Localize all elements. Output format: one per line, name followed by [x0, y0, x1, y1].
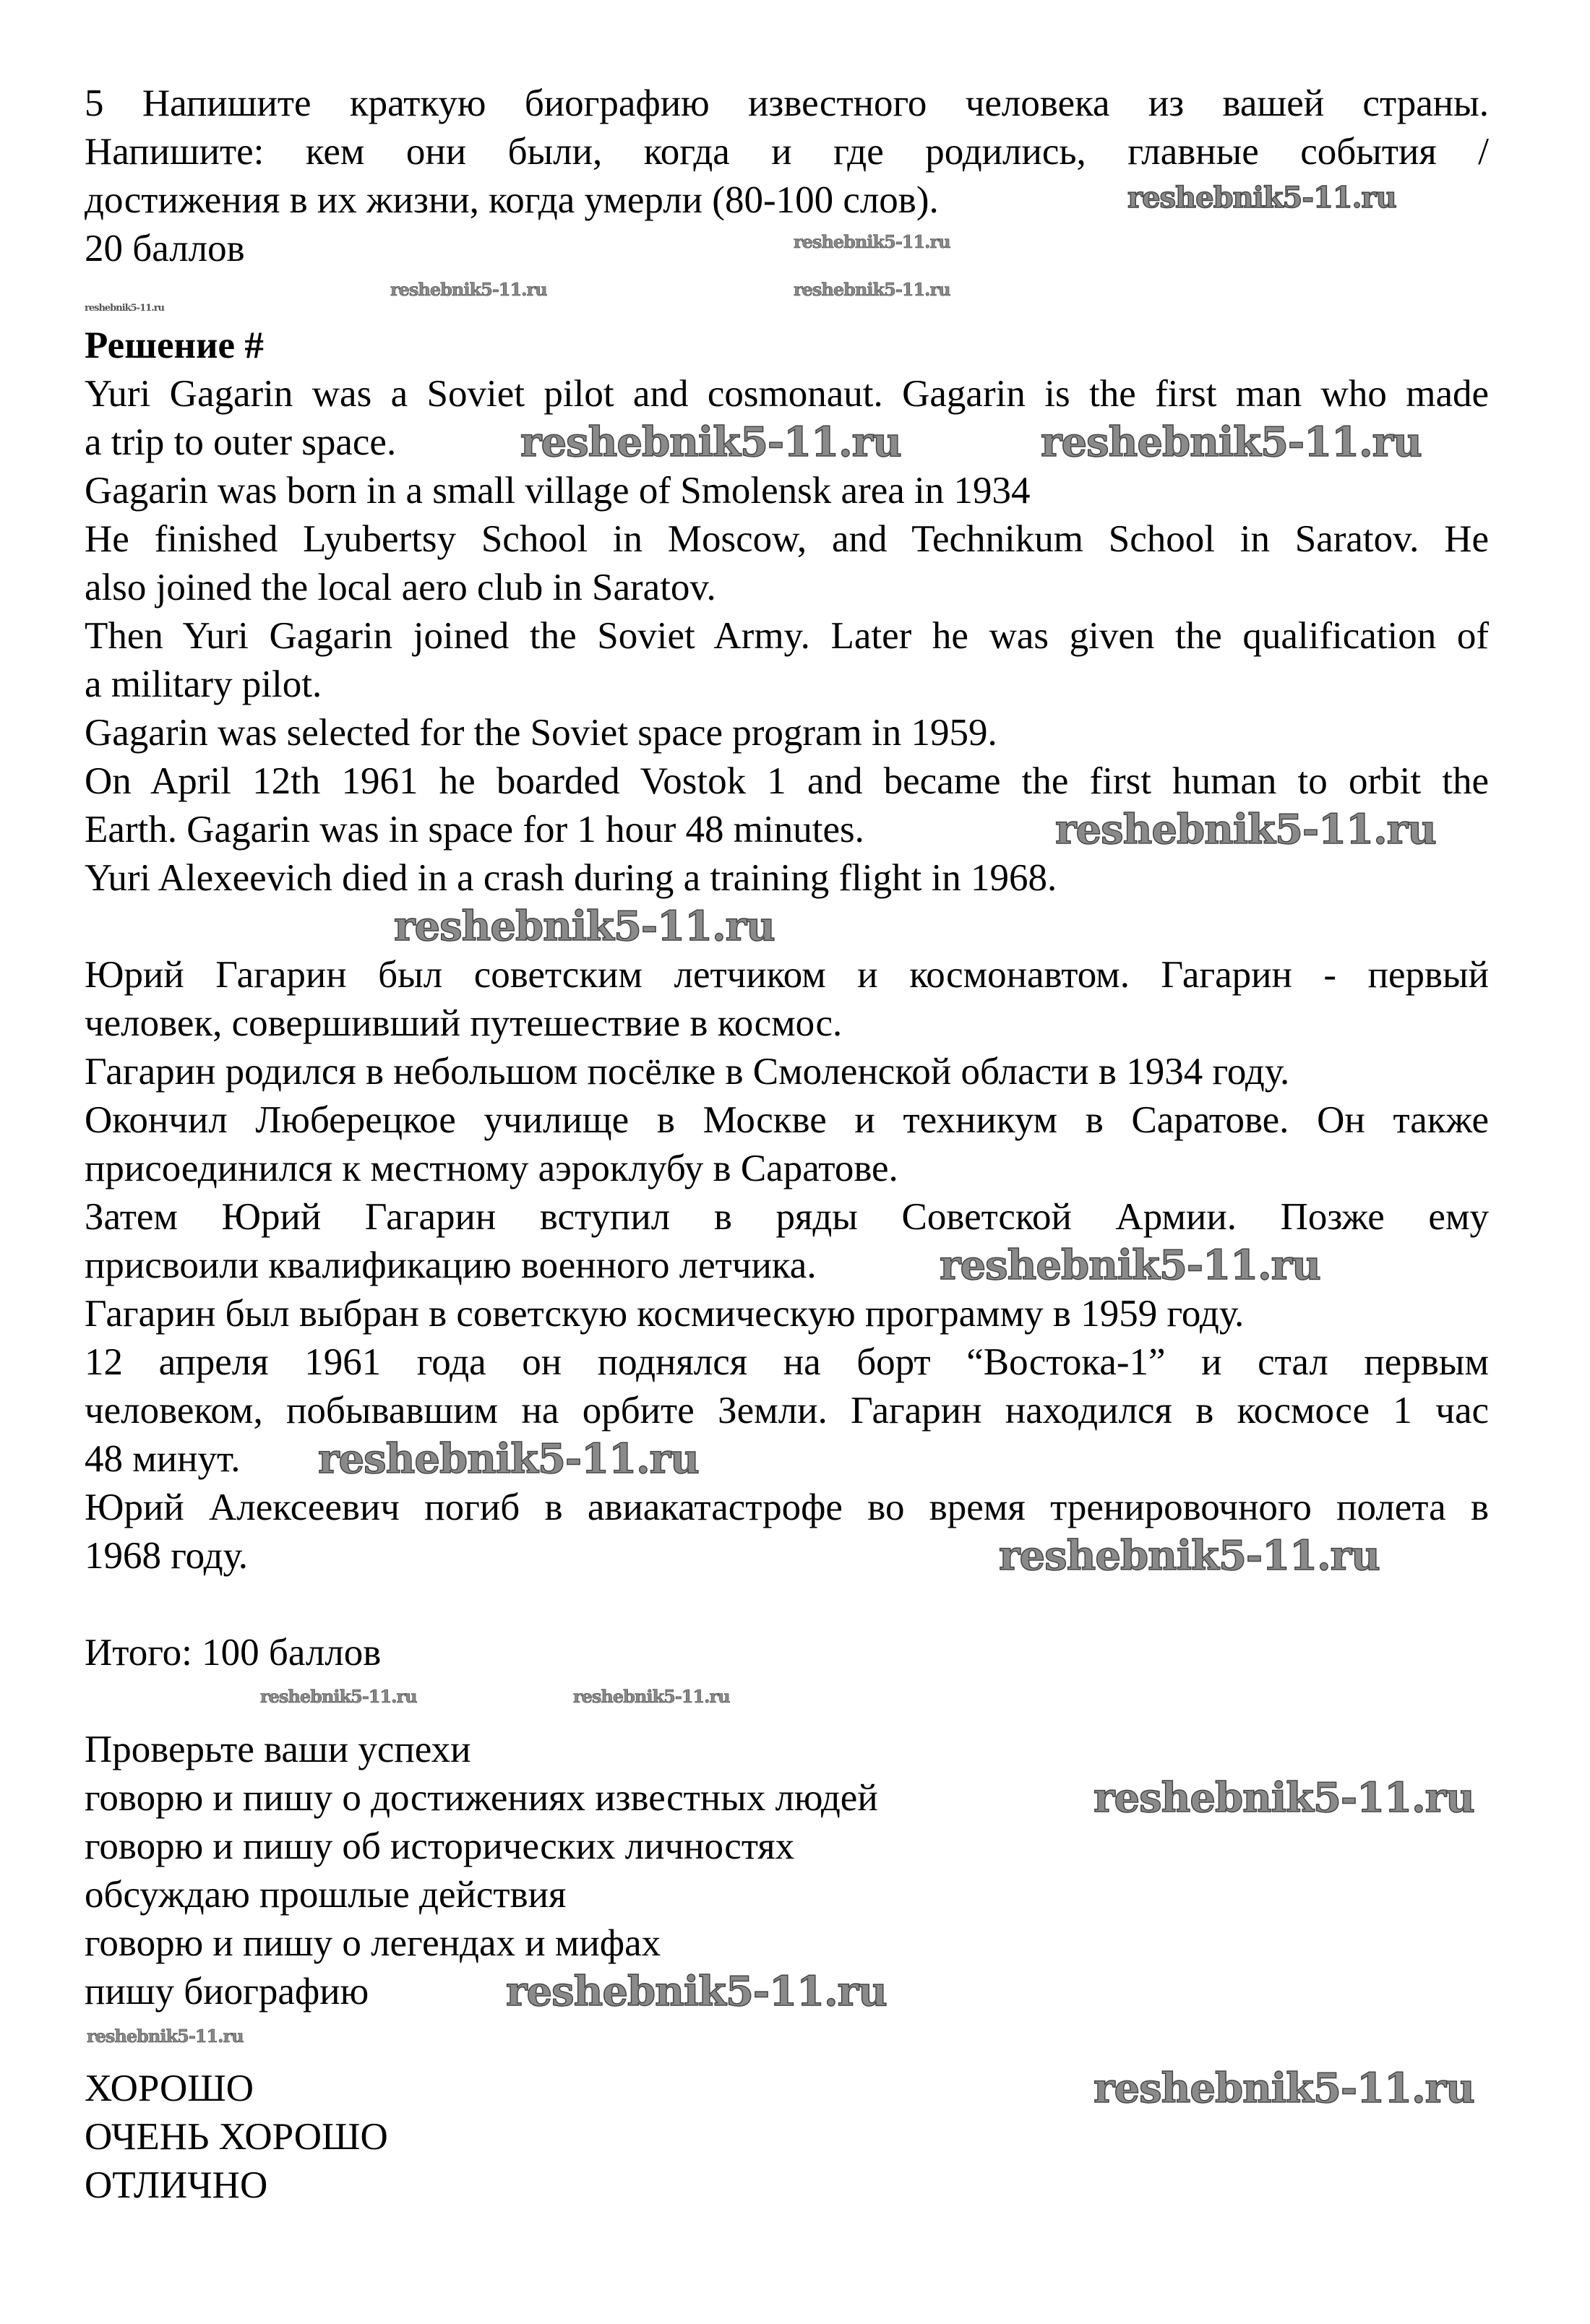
english-line: Gagarin was selected for the Soviet space program in 1959. [85, 712, 997, 754]
russian-line: Гагарин родился в небольшом посёлке в Смоленской области в 1934 году. [85, 1051, 1290, 1093]
watermark: reshebnik5-11.ru [1041, 418, 1422, 466]
task-line: Напишите: кем они были, когда и где родились, главные события / [85, 131, 1489, 173]
watermark: reshebnik5-11.ru [394, 903, 775, 950]
watermark: reshebnik5-11.ru [1055, 806, 1436, 853]
solution-heading: Решение # [85, 324, 264, 366]
checklist-item: говорю и пишу о достижениях известных людей [85, 1777, 878, 1819]
english-line: On April 12th 1961 he boarded Vostok 1 and became the first human to orbit the [85, 760, 1489, 802]
english-line: a trip to outer space. [85, 421, 397, 463]
watermark: reshebnik5-11.ru [1093, 2065, 1474, 2112]
watermark: reshebnik5-11.ru [260, 1686, 417, 1707]
russian-line: присвоили квалификацию военного летчика. [85, 1244, 817, 1286]
english-line: also joined the local aero club in Saratov. [85, 567, 716, 608]
watermark: reshebnik5-11.ru [390, 279, 547, 300]
watermark: reshebnik5-11.ru [1127, 181, 1396, 215]
russian-line: Затем Юрий Гагарин вступил в ряды Советской Армии. Позже ему [85, 1196, 1489, 1238]
checklist-item: говорю и пишу об исторических личностях [85, 1825, 795, 1867]
checklist-item: пишу биографию [85, 1971, 369, 2013]
english-line: a military pilot. [85, 663, 322, 705]
russian-line: человек, совершивший путешествие в космос. [85, 1002, 843, 1044]
russian-line: 12 апреля 1961 года он поднялся на борт “Востока-1” и стал первым [85, 1341, 1489, 1383]
rating-option: ХОРОШО [85, 2067, 254, 2109]
checklist-item: говорю и пишу о легендах и мифах [85, 1922, 661, 1964]
russian-line: Гагарин был выбран в советскую космическую программу в 1959 году. [85, 1293, 1245, 1335]
watermark: reshebnik5-11.ru [794, 279, 950, 300]
task-points: 20 баллов [85, 228, 245, 270]
english-line: He finished Lyubertsy School in Moscow, and Technikum School in Saratov. He [85, 518, 1489, 560]
english-line: Then Yuri Gagarin joined the Soviet Army. Later he was given the qualification of [85, 615, 1489, 657]
checklist-title: Проверьте ваши успехи [85, 1729, 471, 1770]
checklist-item: обсуждаю прошлые действия [85, 1874, 567, 1916]
watermark: reshebnik5-11.ru [506, 1968, 887, 2015]
watermark: reshebnik5-11.ru [573, 1686, 730, 1707]
document-page [85, 79, 1489, 2210]
russian-line: Окончил Люберецкое училище в Москве и техникум в Саратове. Он также [85, 1099, 1489, 1141]
english-line: Earth. Gagarin was in space for 1 hour 48 minutes. [85, 809, 864, 851]
rating-option: ОЧЕНЬ ХОРОШО [85, 2116, 388, 2158]
task-line: 5 Напишите краткую биографию известного человека из вашей страны. [85, 82, 1489, 124]
russian-line: 48 минут. [85, 1438, 241, 1480]
watermark: reshebnik5-11.ru [318, 1435, 699, 1483]
english-line: Yuri Alexeevich died in a crash during a training flight in 1968. [85, 857, 1057, 899]
russian-line: Юрий Алексеевич погиб в авиакатастрофе во время тренировочного полета в [85, 1486, 1489, 1528]
english-line: Yuri Gagarin was a Soviet pilot and cosmonaut. Gagarin is the first man who made [85, 373, 1489, 415]
watermark: reshebnik5-11.ru [1093, 1774, 1474, 1822]
watermark: reshebnik5-11.ru [85, 303, 165, 314]
watermark: reshebnik5-11.ru [940, 1241, 1320, 1289]
russian-line: человеком, побывавшим на орбите Земли. Гагарин находился в космосе 1 час [85, 1390, 1489, 1432]
english-line: Gagarin was born in a small village of Smolensk area in 1934 [85, 470, 1031, 512]
rating-option: ОТЛИЧНО [85, 2164, 268, 2206]
russian-line: Юрий Гагарин был советским летчиком и космонавтом. Гагарин - первый [85, 954, 1489, 996]
watermark: reshebnik5-11.ru [87, 2026, 244, 2047]
watermark: reshebnik5-11.ru [999, 1532, 1380, 1580]
task-line: достижения в их жизни, когда умерли (80-100 слов). [85, 179, 939, 221]
watermark: reshebnik5-11.ru [794, 231, 950, 252]
watermark: reshebnik5-11.ru [520, 418, 901, 466]
russian-line: присоединился к местному аэроклубу в Саратове. [85, 1148, 898, 1189]
russian-line: 1968 году. [85, 1535, 249, 1577]
total-score: Итого: 100 баллов [85, 1632, 382, 1674]
